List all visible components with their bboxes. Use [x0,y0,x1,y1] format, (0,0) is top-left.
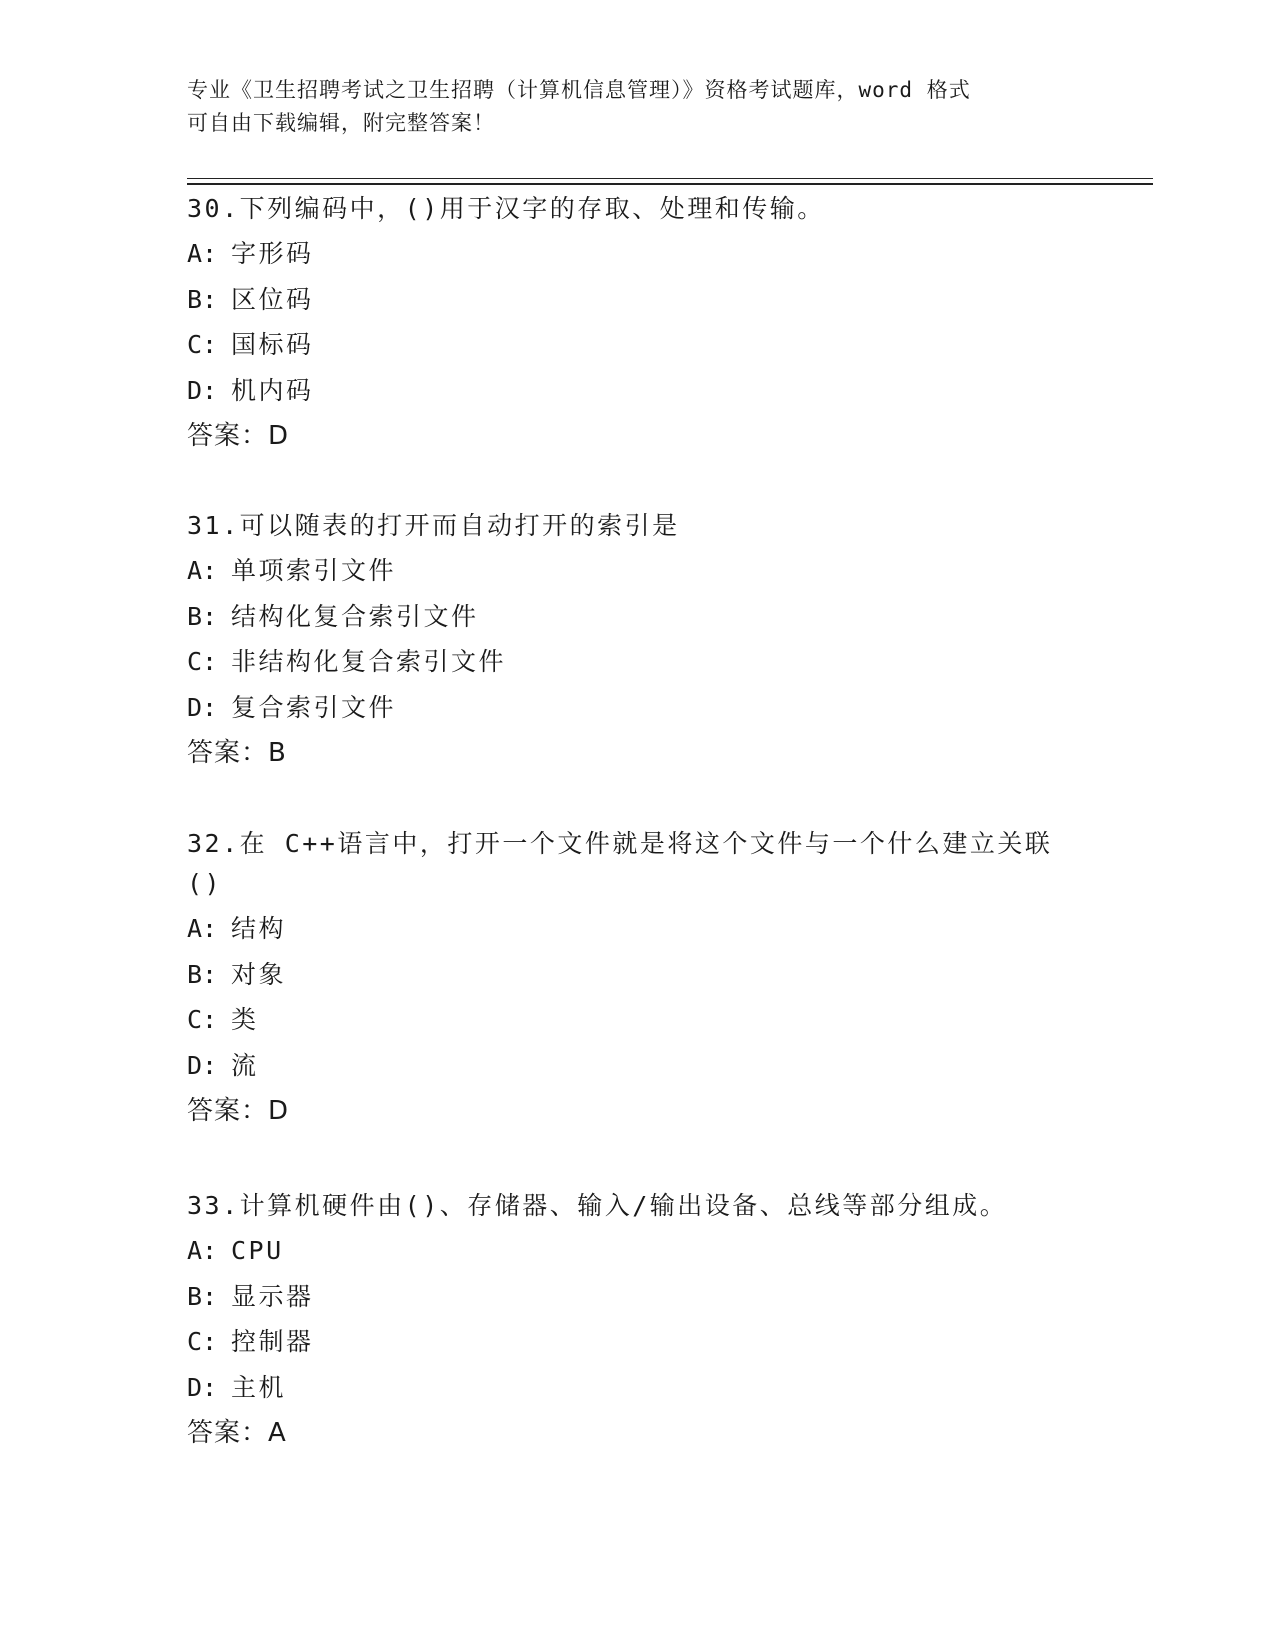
option-text: 国标码 [231,330,314,359]
option-d [187,1046,1087,1092]
option-key: B: [187,284,218,314]
option-text: 主机 [231,1372,287,1402]
option-c [187,642,1087,688]
option-text: 区位码 [231,284,314,314]
header-line-1: 专业《卫生招聘考试之卫生招聘（计算机信息管理）》资格考试题库，word 格式 [187,78,971,102]
question-title: 31.可以随表的打开而自动打开的索引是 [187,511,680,540]
option-text: 控制器 [231,1327,314,1356]
option-key: D: [187,1050,218,1080]
header-divider-thick [187,183,1153,185]
question-title: 30.下列编码中，()用于汉字的存取、处理和传输。 [187,194,825,223]
question-title-line-1: 32.在 C++语言中，打开一个文件就是将这个文件与一个什么建立关联 [187,829,1053,858]
answer: 答案：B [187,738,287,768]
option-key: B: [187,601,218,631]
option-key: D: [187,692,218,722]
question-32 [187,824,1087,1131]
option-c [187,325,1087,371]
option-d [187,688,1087,734]
option-key: B: [187,1281,218,1311]
option-text: 结构化复合索引文件 [231,601,479,631]
option-text: 对象 [231,959,287,989]
answer: 答案：D [187,1096,290,1126]
option-text: 非结构化复合索引文件 [231,647,507,676]
question-title: 33.计算机硬件由()、存储器、输入/输出设备、总线等部分组成。 [187,1191,1008,1220]
header-divider-thin [187,178,1153,179]
option-b [187,280,1087,326]
question-title [187,824,1087,904]
option-key: A: [187,556,218,585]
option-text: 类 [231,1005,259,1034]
option-c [187,1322,1087,1368]
option-a [187,551,1087,597]
option-text: CPU [231,1236,284,1265]
option-text: 显示器 [231,1281,314,1311]
answer: 答案：A [187,1418,287,1448]
option-key: C: [187,330,218,359]
option-text: 字形码 [231,239,314,268]
option-key: B: [187,959,218,989]
answer: 答案：D [187,421,290,451]
option-text: 复合索引文件 [231,692,397,722]
option-a [187,909,1087,955]
option-text: 机内码 [231,375,314,405]
option-key: C: [187,1327,218,1356]
option-a [187,1231,1087,1277]
question-30 [187,189,1087,456]
question-title-line-2: () [187,869,223,898]
option-key: D: [187,375,218,405]
option-b [187,955,1087,1001]
option-key: A: [187,239,218,268]
option-text: 单项索引文件 [231,556,397,585]
option-a [187,234,1087,280]
question-33 [187,1186,1087,1453]
option-b [187,597,1087,643]
option-b [187,1277,1087,1323]
question-31 [187,506,1087,773]
option-text: 流 [231,1050,259,1080]
option-d [187,371,1087,417]
option-key: C: [187,647,218,676]
option-key: C: [187,1005,218,1034]
option-key: A: [187,914,218,943]
option-d [187,1368,1087,1414]
header-line-2: 可自由下载编辑，附完整答案！ [187,111,495,135]
option-key: A: [187,1236,218,1265]
option-key: D: [187,1372,218,1402]
option-text: 结构 [231,914,287,943]
document-header [187,74,1087,140]
option-c [187,1000,1087,1046]
